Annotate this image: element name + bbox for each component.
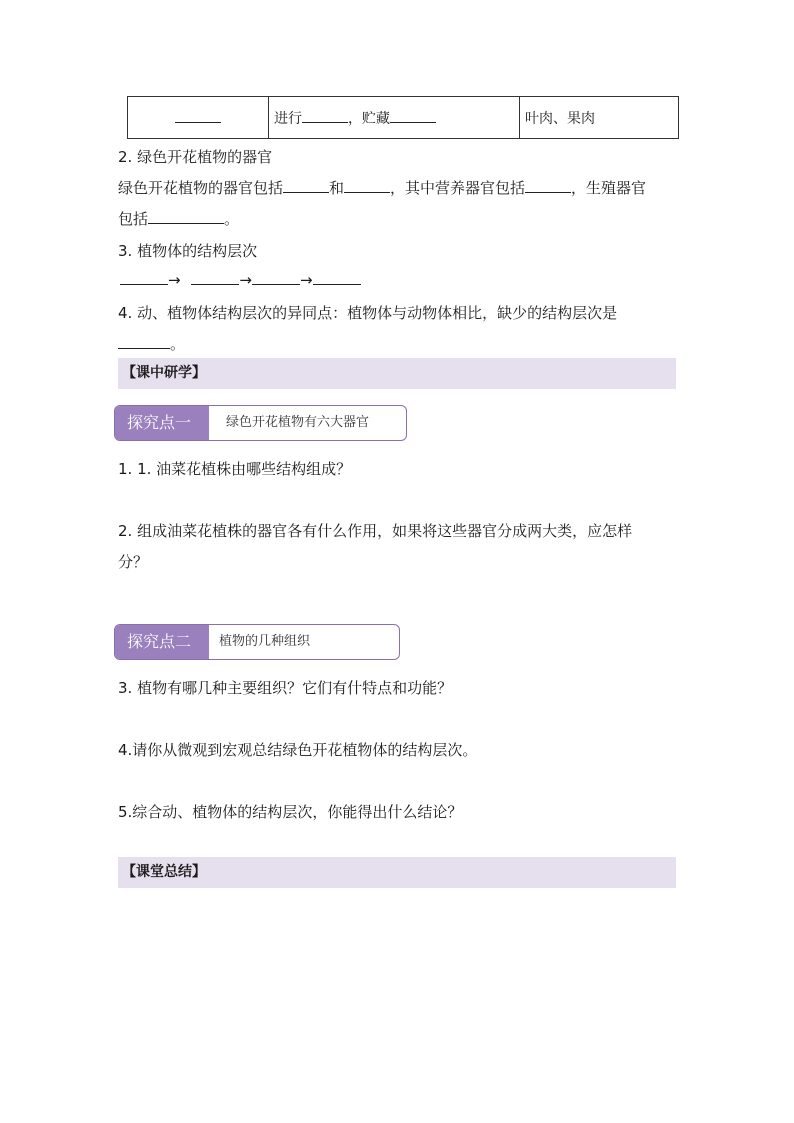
fill-blank[interactable] <box>191 270 239 285</box>
section-summary: 【课堂总结】 <box>118 857 676 888</box>
fill-blank[interactable] <box>344 178 390 193</box>
structure-chain <box>120 270 361 289</box>
q3-title: 3. 植物体的结构层次 <box>118 242 258 260</box>
explore-label: 探究点一 <box>115 406 209 440</box>
explore-title: 植物的几种组织 <box>219 634 311 649</box>
q4-text: 4. 动、植物体结构层次的异同点：植物体与动物体相比，缺少的结构层次是 <box>118 304 618 322</box>
arrow-icon: → <box>168 271 181 289</box>
fill-blank[interactable] <box>118 334 170 349</box>
q2-line1: 绿色开花植物的器官包括 和 ，其中营养器官包括 ，生殖器官 <box>118 179 647 197</box>
tissue-table <box>127 96 679 139</box>
question-2-line1: 2. 组成油菜花植株的器官各有什么作用，如果将这些器官分成两大类，应怎样 <box>118 522 633 540</box>
question-4: 4.请你从微观到宏观总结绿色开花植物体的结构层次。 <box>118 741 478 759</box>
explore-label: 探究点二 <box>115 625 209 659</box>
q2-title: 2. 绿色开花植物的器官 <box>118 148 273 166</box>
explore-tag-1 <box>114 405 407 441</box>
table-cell-function: 进行 ，贮藏 <box>269 97 520 139</box>
explore-title: 绿色开花植物有六大器官 <box>226 415 370 430</box>
fill-blank[interactable] <box>525 178 571 193</box>
q2-line2: 包括 。 <box>118 210 240 228</box>
question-1: 1. 1. 油菜花植株由哪些结构组成？ <box>118 460 352 478</box>
fill-blank[interactable] <box>120 270 168 285</box>
fill-blank[interactable] <box>148 209 224 224</box>
fill-blank[interactable] <box>252 270 300 285</box>
fill-blank[interactable] <box>313 270 361 285</box>
arrow-icon: → <box>299 271 313 289</box>
arrow-icon: → <box>239 271 252 289</box>
fill-blank[interactable] <box>390 108 436 123</box>
fill-blank[interactable] <box>302 108 348 123</box>
section-in-class: 【课中研学】 <box>118 358 676 389</box>
question-5: 5.综合动、植物体的结构层次，你能得出什么结论？ <box>118 803 463 821</box>
question-3: 3. 植物有哪几种主要组织？它们有什特点和功能？ <box>118 679 453 697</box>
table-cell-location: 叶肉、果肉 <box>520 97 679 139</box>
table-cell-blank <box>128 97 269 139</box>
fill-blank[interactable] <box>175 108 221 123</box>
question-2-line2: 分？ <box>118 553 149 571</box>
explore-tag-2 <box>114 624 400 660</box>
fill-blank[interactable] <box>283 178 329 193</box>
table-row <box>128 97 679 139</box>
q4-line2: 。 <box>118 333 185 354</box>
